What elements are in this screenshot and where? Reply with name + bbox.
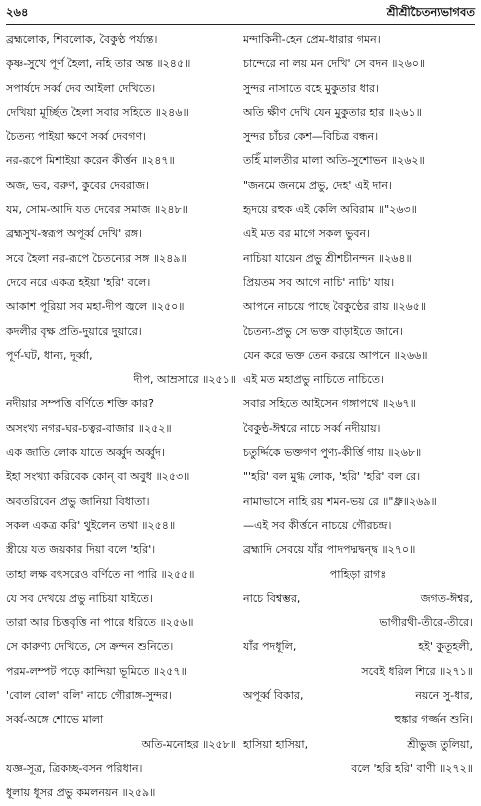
verse-line: বৈকুণ্ঠ-ঈশ্বরে নাচে সর্ব্ব নদীয়ায়।: [243, 421, 381, 435]
verse-line: দীপ, আম্রসারে ॥২৫১॥: [133, 373, 236, 387]
book-title: শ্রীশ্রীচৈতন্যভাগবত: [386, 4, 475, 19]
verse-line: ইহা সংখ্যা করিবেক কোন্ বা অবুধ ॥২৫৩॥: [6, 470, 190, 484]
page-header: [6, 3, 475, 23]
verse-line: অতি ক্ষীণ দেখি যেন মুকুতার হার ॥২৬১॥: [243, 105, 422, 119]
verse-line: সুন্দর নাসাতে বহে মুকুতার ধার।: [243, 81, 379, 95]
verse-line: ব্রহ্মসুখ-স্বরূপ অপূর্ব্ব দেখি' রঙ্গ।: [6, 227, 143, 241]
verse-line: ধূলায় ধূসর প্রভু কমলনয়ন ॥২৫৯॥: [6, 786, 156, 800]
verse-line: তারা আর চিত্তবৃত্তি না পারে ধরিতে ॥২৫৬॥: [6, 616, 194, 630]
verse-line: "জনমে জনমে প্রভু, দেহ' এই দান।: [243, 178, 392, 192]
header-divider: [6, 24, 475, 25]
verse-line: দেখিয়া মূর্চ্ছিত হৈলা সবার সহিতে ॥২৪৬॥: [6, 105, 189, 119]
verse-line: অসংখ্য নগর-ঘর-চত্বর-বাজার ॥২৫২॥: [6, 421, 172, 435]
verse-line: নামাভাসে নাহি রয় শমন-ভয় রে ॥"ধ্রু॥২৬৯॥: [243, 494, 437, 508]
verse-line: মন্দাকিনী-হেন প্রেম-ধারার গমন।: [243, 33, 381, 46]
verse-line: দেবে নরে একত্র হইয়া 'হরি' বলে।: [6, 275, 151, 289]
verse-line-left-part: নাচে বিশ্বম্ভর,: [243, 591, 301, 605]
verse-line: যম, সোম-আদি যত দেবের সমাজ ॥২৪৮॥: [6, 203, 188, 217]
verse-line: "'হরি' বল মুগ্ধ লোক, 'হরি' 'হরি' বল রে।: [243, 470, 421, 484]
verse-line: হুঙ্কার গর্জ্জন শুনি।: [394, 713, 473, 727]
verse-line: এই মত মহাপ্রভু নাচিতে নাচিতে।: [243, 373, 384, 387]
verse-line: সবে হৈলা নর-রূপে চৈতন্যের সঙ্গ ॥২৪৯॥: [6, 251, 187, 265]
verse-line: [243, 635, 473, 659]
right-verse-column: [243, 28, 473, 781]
verse-line: যে সব দেখয়ে প্রভু নাচিয়া যাইতে।: [6, 591, 153, 605]
verse-line: সুন্দর চাঁচর কেশ—বিচিত্র বন্ধন।: [243, 130, 379, 144]
verse-line: [243, 733, 473, 757]
verse-line: অজ, ভব, বরুণ, কুবের দেবরাজ।: [6, 178, 150, 192]
verse-line-right-part: শ্রীভুজ তুলিয়া,: [407, 737, 473, 751]
verse-line: চান্দেরে না লয় মন দেখি' সে বদন ॥২৬০॥: [243, 57, 426, 71]
verse-line: হৃদয়ে রহুক এই কেলি অবিরাম ॥"২৬৩॥: [243, 203, 417, 217]
verse-line: সবেই ধরিল শিরে ॥২৭১॥: [361, 664, 473, 678]
verse-line: [243, 684, 473, 708]
verse-line: পূর্ণ-ঘট, ধান্য, দূর্ব্বা,: [6, 348, 93, 362]
verse-line: অবতরিবেন প্রভু জানিয়া বিধাতা।: [6, 494, 150, 508]
verse-line-right-part: হই' কুতূহলী,: [418, 640, 473, 654]
verse-line: যেন করে ভক্ত তেন করয়ে আপনে ॥২৬৬॥: [243, 348, 428, 362]
verse-line: চৈতন্য-প্রভু সে ভক্ত বাড়াইতে জানে।: [243, 324, 404, 338]
verse-line: ব্রহ্মলোক, শিবলোক, বৈকুণ্ঠ পর্য্যন্ত।: [6, 33, 158, 46]
verse-line: ভাগীরথী-তীরে-তীরে।: [379, 616, 473, 630]
verse-line: কদলীর বৃক্ষ প্রতি-দুয়ারে দুয়ারে।: [6, 324, 142, 338]
verse-line: যজ্ঞ-সূত্র, ত্রিকচ্ছ-বসন পরিধান।: [6, 761, 143, 775]
left-verse-column: [6, 28, 236, 806]
verse-line: নদীয়ার সম্পত্তি বর্ণিতে শক্তি কার?: [6, 397, 154, 411]
verse-line: এই মত বর মাগে সকল ভুবন।: [243, 227, 371, 241]
verse-line: নর-রূপে মিশাইয়া করেন কীর্ত্তন ॥২৪৭॥: [6, 154, 175, 168]
verse-line-right-part: নয়নে সু-ধার,: [415, 689, 473, 703]
verse-line: চতুর্দ্দিকে ভক্তগণ পুণ্য-কীর্ত্তি গায় ॥২৬৮॥: [243, 446, 422, 460]
verse-line: আপনে নাচয়ে পাছে বৈকুণ্ঠের রায় ॥২৬৫॥: [243, 300, 427, 314]
verse-line: আকাশ পূরিয়া সব মহা-দীপ জ্বলে ॥২৫০॥: [6, 300, 185, 314]
verse-line: সে কারুণ্য দেখিতে, সে ক্রন্দন শুনিতে।: [6, 640, 174, 654]
verse-line-left-part: যাঁর পদধূলি,: [243, 640, 297, 654]
verse-line: সকল একত্র করি' থুইলেন তথা ॥২৫৪॥: [6, 518, 176, 532]
verse-line: নাচিয়া যায়েন প্রভু শ্রীশচীনন্দন ॥২৬৪॥: [243, 251, 412, 265]
verse-line: —এই সব কীর্ত্তনে নাচয়ে গৌরচন্দ্র।: [243, 518, 392, 532]
verse-line: ব্রহ্মাদি সেবয়ে যাঁর পাদপদ্মদ্বন্দ্ব ॥২৭০॥: [243, 543, 416, 557]
verse-line-left-part: হাসিয়া হাসিয়া,: [243, 737, 309, 751]
verse-line: 'বোল বোল' বলি' নাচে গৌরাঙ্গ-সুন্দর।: [6, 689, 172, 703]
verse-line: তাহা লক্ষ বৎসরেও বর্ণিতে না পারি ॥২৫৫॥: [6, 567, 195, 581]
verse-line-left-part: অপূর্ব্ব বিকার,: [243, 689, 304, 703]
verse-line-right-part: জগত-ঈশ্বর,: [420, 591, 473, 605]
page-number: ২৬৪: [6, 4, 29, 19]
verse-line: কৃষ্ণ-সুখে পূর্ণ হৈলা, নহি তার অন্ত ॥২৪৫॥: [6, 57, 191, 71]
verse-line: পরম-লম্পট পড়ে কান্দিয়া ভূমিতে ॥২৫৭॥: [6, 664, 187, 678]
verse-line: প্রিয়তম সব আগে নাচি' নাচি' যায়।: [243, 275, 395, 289]
verse-line: তহিঁ মালতীর মালা অতি-সুশোভন ॥২৬২॥: [243, 154, 425, 168]
verse-line: সবার সহিতে আইসেন গঙ্গাপথে ॥২৬৭॥: [243, 397, 416, 411]
verse-line: এক জাতি লোক যাতে অর্ব্বুদ অর্ব্বুদ।: [6, 446, 165, 460]
verse-line: [243, 587, 473, 611]
verse-line: সর্ব্ব-অঙ্গে শোভে মালা: [6, 713, 104, 727]
verse-line: স্ত্রীয়ে যত জয়কার দিয়া বলে 'হরি'।: [6, 543, 156, 557]
verse-line: চৈতন্য পাইয়া ক্ষণে সর্ব্ব দেবগণ।: [6, 130, 147, 144]
raga-heading: পাহিড়া রাগঃ: [329, 567, 387, 581]
verse-line: অতি-মনোহর ॥২৫৮॥: [141, 737, 236, 751]
verse-line: বলে 'হরি হরি' বাণী ॥২৭২॥: [351, 761, 473, 775]
verse-line: সপার্ষদে সর্ব্ব দেব আইলা দেখিতে।: [6, 81, 156, 95]
